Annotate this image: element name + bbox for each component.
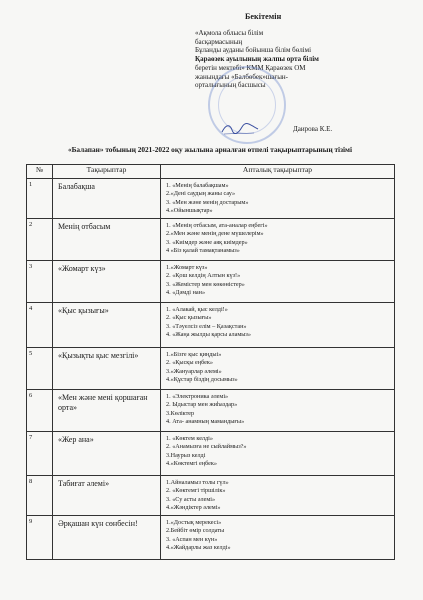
week-item: 1.«Бізге қыс қиңдыі» [166, 351, 222, 358]
row-theme: Балабақша [58, 182, 95, 191]
week-item: 3.«Жануарлар әлемі» [166, 367, 222, 375]
week-item: 2. «Анамызға не сыйлаймыз?» [166, 443, 247, 451]
table-row [27, 348, 395, 390]
approval-line: басқармасының [195, 37, 243, 46]
week-item: 4.«Ойыншықтар» [166, 207, 213, 215]
table-row [27, 219, 395, 261]
week-item: 1. «Электроника әлемі» [166, 393, 229, 400]
row-theme: Табиғат әлемі» [58, 479, 110, 488]
week-item: 3. «Тәуелсіз елім – Қазақстан» [166, 322, 247, 330]
approval-line: Бұланды ауданы бойынша білім бөлімі [195, 46, 312, 55]
row-theme: «Жер ана» [58, 435, 94, 444]
table-row [27, 303, 395, 348]
row-number: 2 [29, 221, 33, 228]
row-number: 7 [29, 434, 33, 441]
week-item: 3. «Мен және менің достарым» [166, 198, 249, 206]
table-row [27, 516, 395, 560]
week-item: 4 «Біз қалай тамақтанамыз» [166, 247, 240, 255]
week-item: 1.«Достық мерекесі» [166, 519, 222, 526]
table-row [27, 476, 395, 516]
week-item: 4. Ата- анамның мамандығы» [166, 418, 245, 426]
week-item: 3. «Жемістер мен көкөністер» [166, 280, 245, 288]
signature [220, 122, 260, 136]
director-name: Даирова К.Е. [293, 125, 333, 133]
approval-line: жанындағы «Балбөбек»шағын- [195, 72, 288, 81]
week-item: 1. «Менің балабақшам» [166, 182, 229, 189]
row-theme: «Қыс қызығы» [58, 306, 109, 315]
week-item: 1. «Алакай, қыс келді!» [166, 306, 228, 313]
week-item: 3. «Су асты әлемі» [166, 495, 216, 503]
row-number: 9 [29, 518, 33, 525]
week-item: 4.«Жайдарлы жаз келді» [166, 544, 231, 552]
table-row [27, 179, 395, 219]
week-item: 1. «Менің отбасым, ата-аналар еңбегі» [166, 222, 268, 229]
week-item: 1.Айналамыз толы гүл» [166, 479, 229, 486]
week-item: 2.«Дені саудың жаны сау» [166, 190, 236, 198]
row-theme: Әрқашан күн сөнбесін! [58, 519, 138, 528]
row-number: 5 [29, 350, 33, 357]
week-item: 2. «Көктемгі тіршілік» [166, 487, 226, 495]
week-item: 2. «Қош келдің Алтын күз!» [166, 272, 241, 280]
table-row [27, 432, 395, 476]
week-item: 2. «Қысқы еңбек» [166, 359, 213, 367]
row-theme: «Мен және мені қоршаған орта» [58, 393, 148, 412]
approval-line: беретін мектебі» КММ Қараөзек ОМ [195, 63, 306, 72]
week-item: 2. «Қыс қызығы» [166, 314, 212, 322]
row-number: 3 [29, 263, 33, 270]
row-theme: «Қызықты қыс мезгілі» [58, 351, 139, 360]
header-number: № [27, 165, 53, 179]
document-title: «Балапан» тобының 2021-2022 оқу жылына арналған өтпелі тақырыптарының тізімі [67, 145, 353, 154]
week-item: 4.«Құстар біздің досымыз» [166, 376, 238, 384]
week-item: 3.Көліктер [166, 409, 195, 417]
table-row [27, 390, 395, 432]
row-number: 6 [29, 392, 33, 399]
week-item: 2.Бейбіт өмір солдаты [166, 527, 225, 535]
approval-heading: Бекітемін [245, 12, 282, 21]
week-item: 3. «Аспан мен күн» [166, 535, 218, 543]
row-number: 1 [29, 181, 33, 188]
week-item: 4. «Дәмді нан» [166, 289, 206, 297]
week-item: 3. «Киімдер және аяқ киімдер» [166, 238, 248, 246]
week-item: 2. Ыдыстар мен жиһаздар» [166, 401, 238, 409]
header-themes: Тақырыптар [53, 165, 161, 179]
table-header-row [27, 165, 395, 179]
row-number: 8 [29, 478, 33, 485]
table-row [27, 261, 395, 303]
approval-line: орталығының басшысы [195, 81, 266, 90]
row-number: 4 [29, 305, 33, 312]
themes-table [26, 164, 395, 560]
row-theme: Менің отбасым [58, 222, 111, 231]
week-item: 1. «Көктем келді» [166, 435, 213, 442]
row-theme: «Жомарт күз» [58, 264, 106, 273]
approval-line: Қараөзек ауылының жалпы орта білім [195, 55, 319, 64]
week-item: 4.«Көктемгі еңбек» [166, 460, 218, 468]
week-item: 2.«Мен және менің дене мүшелерім» [166, 230, 264, 238]
week-item: 4. «Жаңа жылды қарсы аламыз» [166, 331, 251, 339]
approval-line: «Ақмола облысы білім [195, 29, 264, 37]
week-item: 3.Наурыз келді [166, 451, 206, 459]
header-weekly-themes: Апталық тақырыптар [161, 165, 395, 179]
week-item: 1.«Жомарт күз» [166, 264, 208, 271]
week-item: 4.«Жәндіктер әлемі» [166, 504, 221, 512]
